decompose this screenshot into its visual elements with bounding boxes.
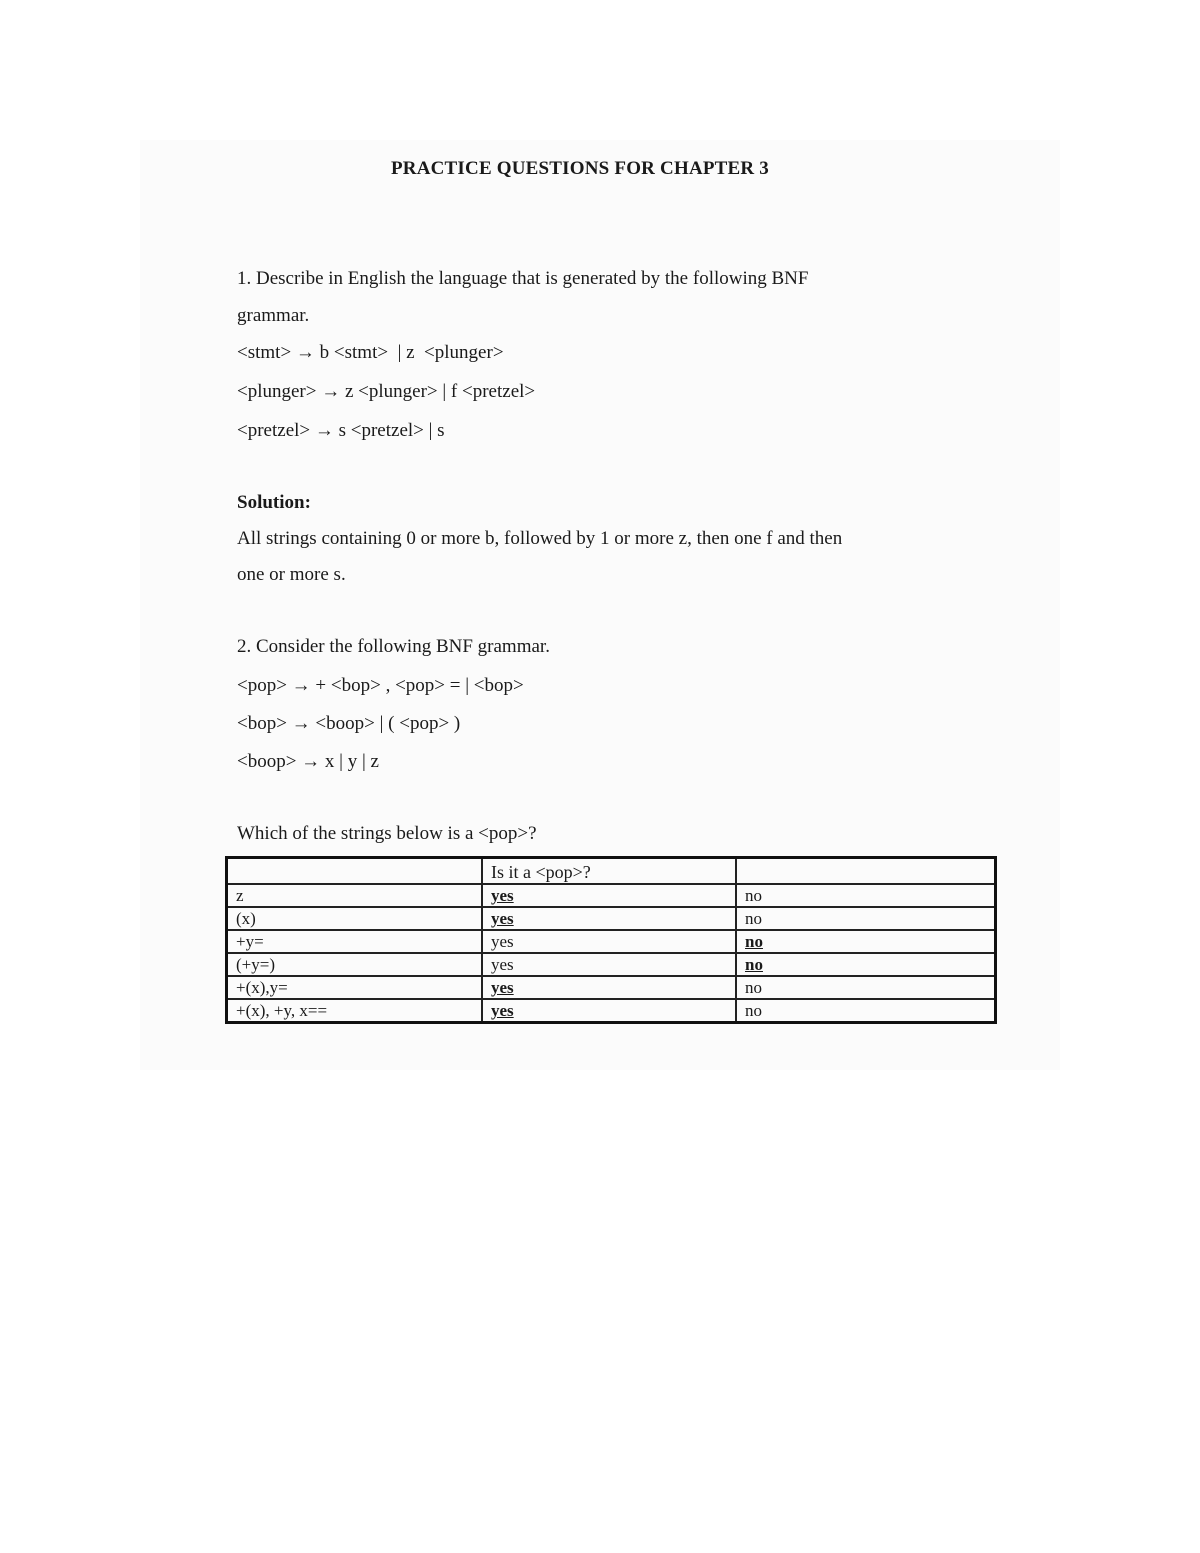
table-row [227, 953, 996, 976]
table-row [227, 884, 996, 907]
solution-label: Solution: [237, 492, 311, 513]
page-title: PRACTICE QUESTIONS FOR CHAPTER 3 [390, 158, 769, 179]
q1-prompt-line1: 1. Describe in English the language that is generated by the following BNF [237, 268, 809, 289]
yes-option: yes [491, 955, 514, 974]
solution-line2: one or more s. [237, 564, 346, 585]
no-option: no [745, 978, 762, 997]
no-option: no [745, 955, 763, 974]
yes-cell [482, 953, 736, 976]
yes-cell [482, 907, 736, 930]
q1-rule-stmt: <stmt> → b <stmt> | z <plunger> [237, 342, 504, 363]
no-cell [736, 953, 996, 976]
no-cell [736, 976, 996, 999]
pop-answer-table [225, 856, 997, 1024]
no-cell [736, 884, 996, 907]
table-row [227, 930, 996, 953]
no-option: no [745, 932, 763, 951]
table-row [227, 999, 996, 1023]
table-header-row [227, 858, 996, 885]
no-option: no [745, 909, 762, 928]
no-option: no [745, 886, 762, 905]
q2-rule-boop: <boop> → x | y | z [237, 751, 379, 772]
string-cell: +(x),y= [227, 976, 483, 999]
no-cell [736, 999, 996, 1023]
header-cell-question: Is it a <pop>? [482, 858, 736, 885]
yes-option: yes [491, 909, 514, 928]
string-cell: z [227, 884, 483, 907]
yes-cell [482, 976, 736, 999]
string-cell: (x) [227, 907, 483, 930]
q1-prompt-line2: grammar. [237, 305, 310, 326]
no-cell [736, 930, 996, 953]
yes-option: yes [491, 932, 514, 951]
no-cell [736, 907, 996, 930]
yes-option: yes [491, 1001, 514, 1020]
header-cell-blank [736, 858, 996, 885]
solution-line1: All strings containing 0 or more b, followed by 1 or more z, then one f and then [237, 528, 843, 549]
q1-rule-plunger: <plunger> → z <plunger> | f <pretzel> [237, 381, 536, 402]
table-row [227, 976, 996, 999]
yes-option: yes [491, 978, 514, 997]
header-cell-string [227, 858, 483, 885]
string-cell: +y= [227, 930, 483, 953]
yes-cell [482, 930, 736, 953]
yes-cell [482, 884, 736, 907]
q2-rule-bop: <bop> → <boop> | ( <pop> ) [237, 713, 461, 734]
q2-prompt: 2. Consider the following BNF grammar. [237, 636, 550, 657]
q2-question: Which of the strings below is a <pop>? [237, 823, 537, 844]
table-row [227, 907, 996, 930]
no-option: no [745, 1001, 762, 1020]
string-cell: +(x), +y, x== [227, 999, 483, 1023]
q2-rule-pop: <pop> → + <bop> , <pop> = | <bop> [237, 675, 524, 696]
string-cell: (+y=) [227, 953, 483, 976]
q1-rule-pretzel: <pretzel> → s <pretzel> | s [237, 420, 445, 441]
yes-cell [482, 999, 736, 1023]
yes-option: yes [491, 886, 514, 905]
